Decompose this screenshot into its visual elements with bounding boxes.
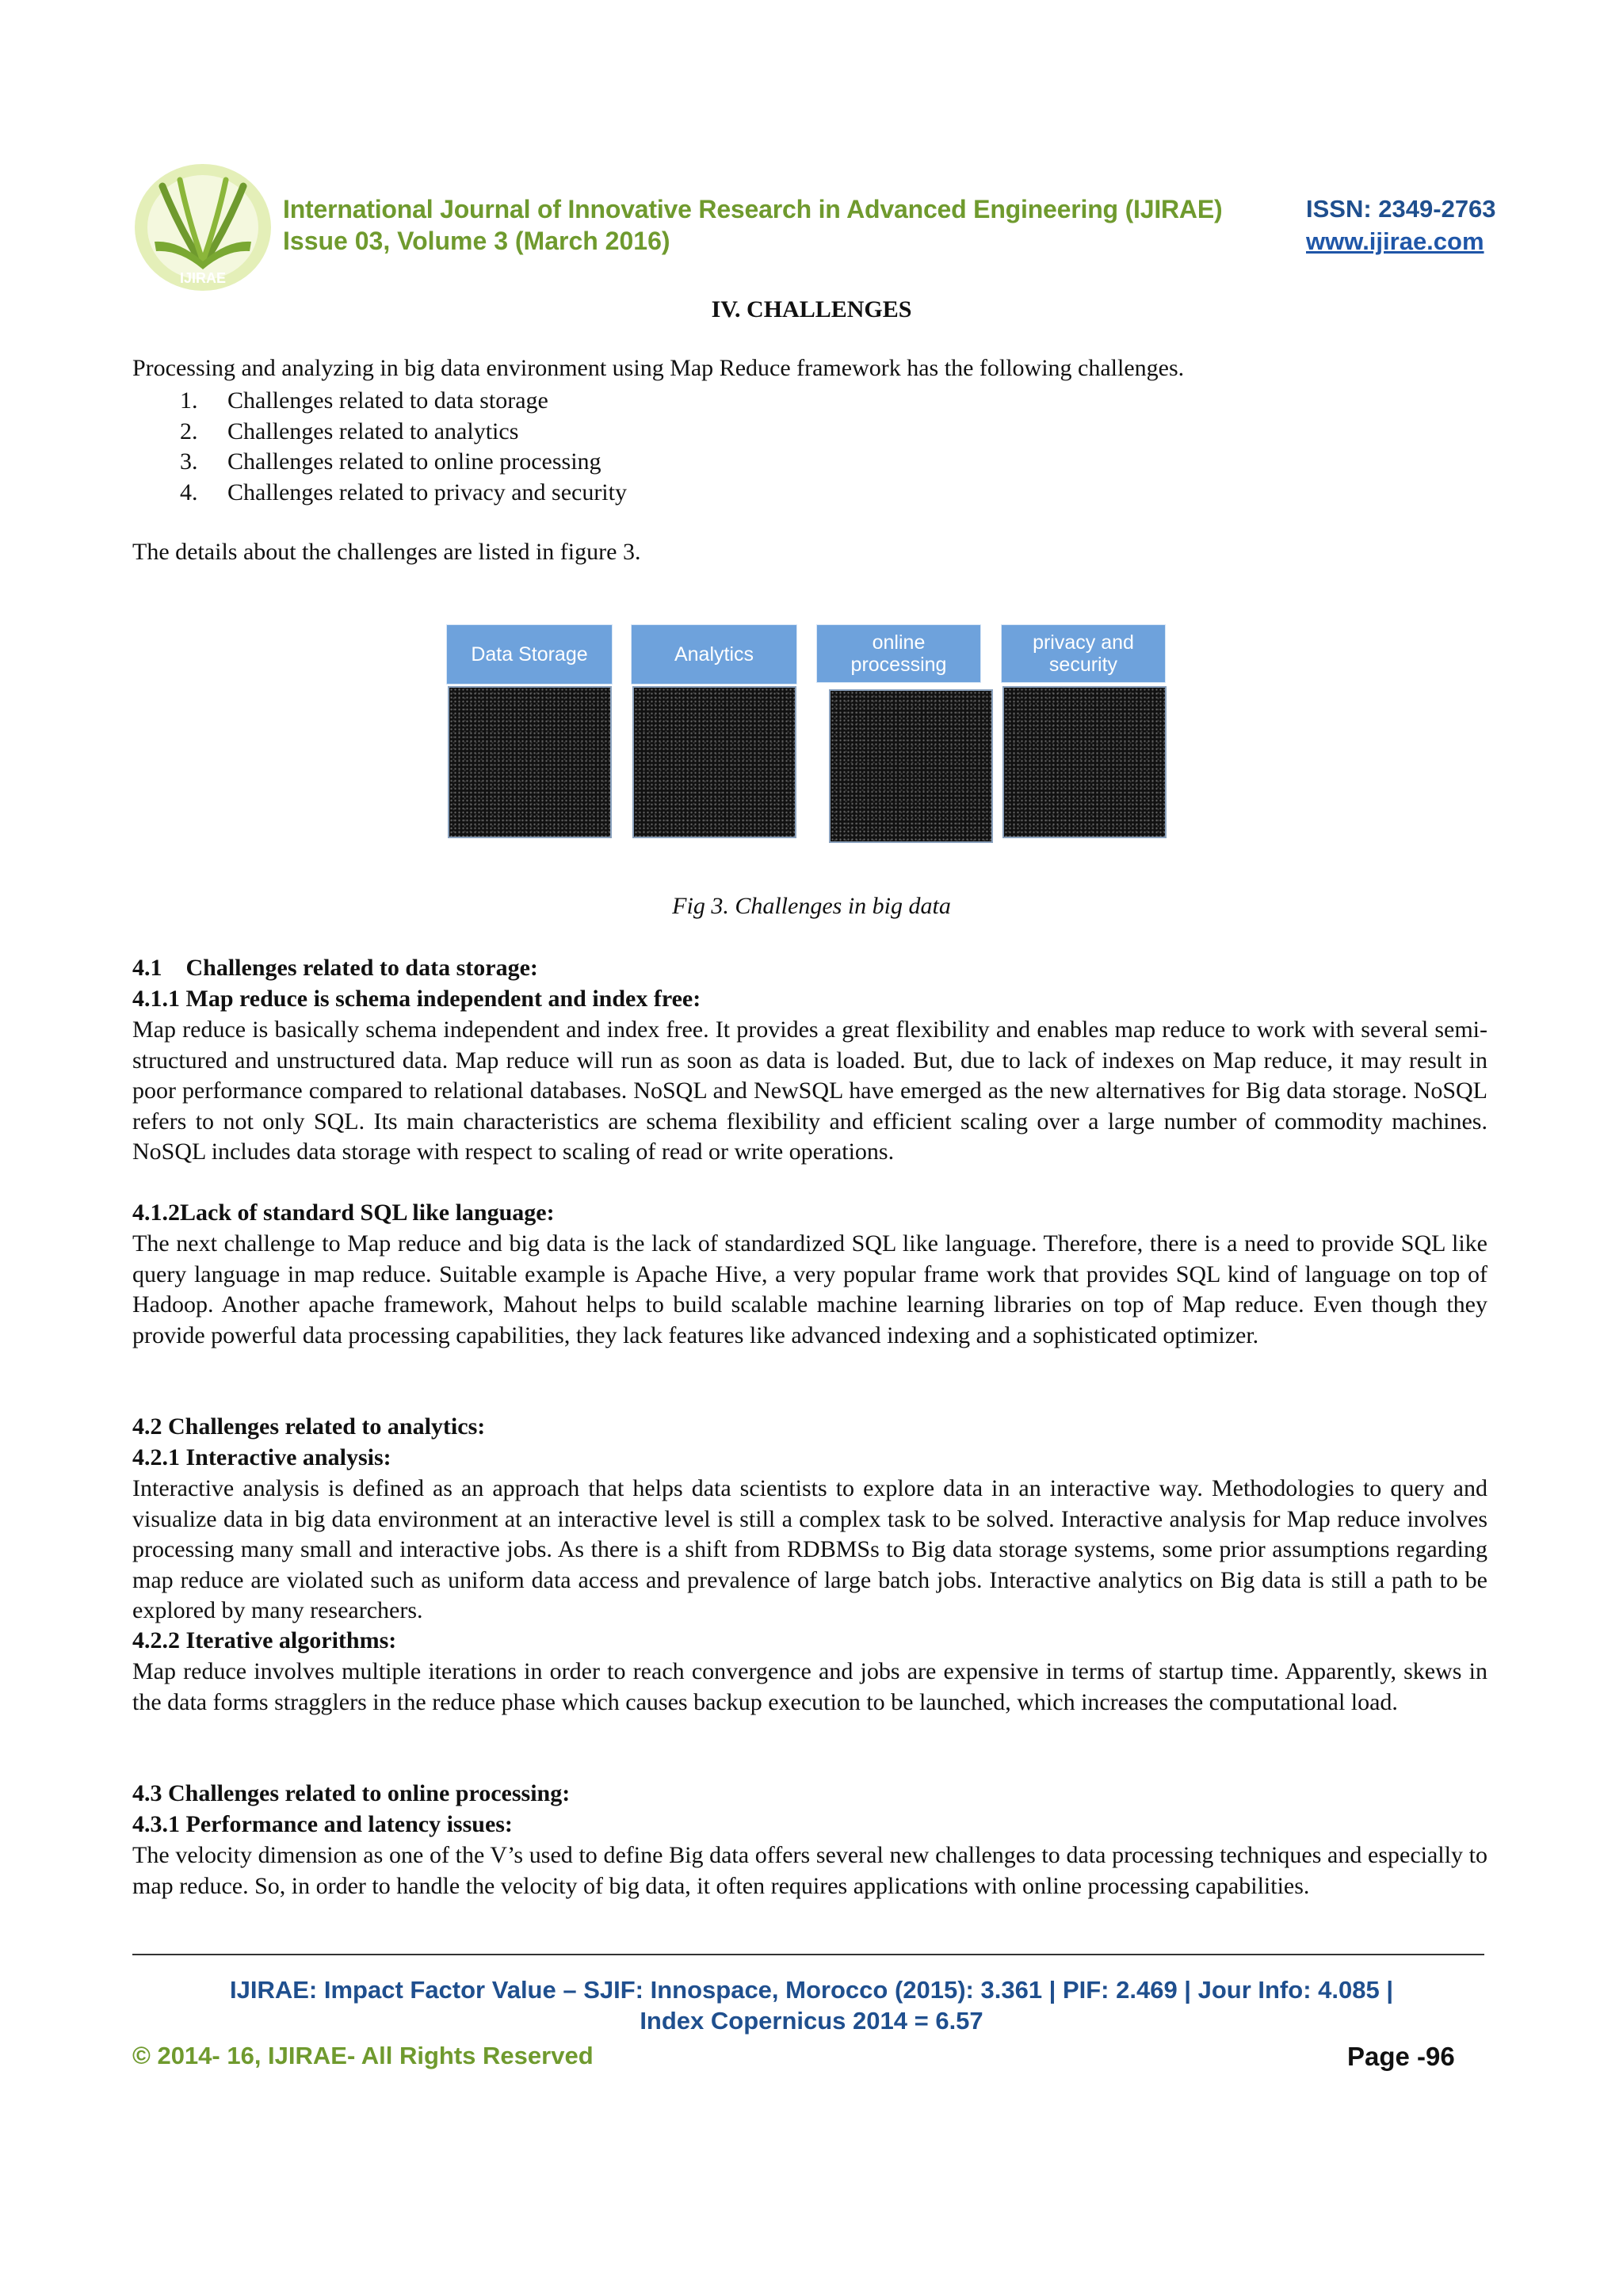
list-number: 2. <box>180 418 198 444</box>
section-4-2-2-heading: 4.2.2 Iterative algorithms: <box>132 1627 397 1653</box>
section-4-2-heading: 4.2 Challenges related to analytics: <box>132 1413 486 1440</box>
list-item <box>132 478 627 509</box>
list-text: Challenges related to data storage <box>227 387 548 414</box>
section-4-1-2-body: The next challenge to Map reduce and big data is the lack of standardized SQL like language. Therefore, there is a need to provide SQL like query language in map reduce. Suitable example is Apache Hive, a very popular frame work that provides SQL kind of language on top of Hadoop. Another apache framework, Mahout helps to build scalable machine learning libraries on top of Map reduce. Even though they provide powerful data processing capabilities, they lack features like advanced indexing and a sophisticated optimizer. <box>132 1230 1487 1348</box>
box-data-storage-header: Data Storage <box>446 624 613 685</box>
section-4-2-1-body: Interactive analysis is defined as an approach that helps data scientists to explore data in an interactive way. Methodologies to query and visualize data in big data environment at an interactive level is still a complex task to be solved. Interactive analysis for Map reduce involves processing many small and interactive jobs. As there is a shift from RDBMSs to Big data storage systems, some prior assumptions regarding map reduce are violated such as uniform data access and prevalence of large batch jobs. Interactive analytics on Big data is still a path to be explored by many researchers. <box>132 1475 1487 1623</box>
section-4-1-title: Challenges related to data storage: <box>185 955 538 981</box>
page-number: Page -96 <box>1347 2042 1455 2071</box>
list-item <box>132 386 627 417</box>
list-number: 1. <box>180 387 198 414</box>
box-privacy-security-body <box>1002 686 1167 838</box>
section-4-2-2-body: Map reduce involves multiple iterations in order to reach convergence and jobs are expensive in terms of startup time. Apparently, skews in the data forms stragglers in the reduce phase which causes backup execution to be launched, which increases the computational load. <box>132 1658 1487 1715</box>
footer-impact-line: IJIRAE: Impact Factor Value – SJIF: Innospace, Morocco (2015): 3.361 | PIF: 2.469 | Jour Info: 4.085 | <box>230 1976 1393 2004</box>
list-number: 3. <box>180 448 198 475</box>
section-4-1-1-heading: 4.1.1 Map reduce is schema independent and index free: <box>132 986 701 1012</box>
issue-info: Issue 03, Volume 3 (March 2016) <box>283 227 670 255</box>
box-online-processing-body <box>829 689 993 843</box>
box-analytics-body <box>632 686 796 838</box>
list-text: Challenges related to privacy and security <box>227 479 627 506</box>
section-4-3-heading: 4.3 Challenges related to online processing: <box>132 1780 571 1806</box>
footer-rule <box>132 1954 1484 1955</box>
box-analytics-header: Analytics <box>631 624 797 685</box>
challenges-list <box>132 386 627 509</box>
ijirae-logo <box>131 162 275 293</box>
website-link[interactable]: www.ijirae.com <box>1306 227 1484 255</box>
box-privacy-security-header: privacy and security <box>1001 624 1166 683</box>
list-item <box>132 417 627 448</box>
logo-text: IJIRAE <box>179 270 227 286</box>
box-data-storage-body <box>448 686 612 838</box>
list-item <box>132 447 627 478</box>
section-4-3-1-heading: 4.3.1 Performance and latency issues: <box>132 1811 513 1837</box>
list-text: Challenges related to online processing <box>227 448 601 475</box>
list-text: Challenges related to analytics <box>227 418 519 444</box>
section-4-1-1-body: Map reduce is basically schema independent and index free. It provides a great flexibility and enables map reduce to work with several semi-structured and unstructured data. Map reduce will run as soon as data is loaded. But, due to lack of indexes on Map reduce, it may result in poor performance compared to relational databases. NoSQL and NewSQL have emerged as the new alternatives for Big data storage. NoSQL refers to not only SQL. Its main characteristics are schema flexibility and efficient scaling over a large number of commodity machines. NoSQL includes data storage with respect to scaling of read or write operations. <box>132 1016 1487 1165</box>
section-4-1-heading <box>132 955 538 982</box>
section-4-1-2-heading: 4.1.2Lack of standard SQL like language: <box>132 1199 555 1226</box>
section-4-3-1-body: The velocity dimension as one of the V’s used to define Big data offers several new challenges to data processing techniques and especially to map reduce. So, in order to handle the velocity of big data, it often requires applications with online processing capabilities. <box>132 1842 1487 1899</box>
section-4-1-number: 4.1 <box>132 955 162 981</box>
section-title: IV. CHALLENGES <box>711 296 912 322</box>
copyright: © 2014- 16, IJIRAE- All Rights Reserved <box>132 2042 594 2069</box>
journal-title: International Journal of Innovative Research in Advanced Engineering (IJIRAE) <box>283 195 1223 223</box>
issn: ISSN: 2349-2763 <box>1306 195 1496 223</box>
details-line: The details about the challenges are listed in figure 3. <box>132 539 641 565</box>
intro-paragraph: Processing and analyzing in big data environment using Map Reduce framework has the following challenges. <box>132 355 1185 381</box>
figure-caption: Fig 3. Challenges in big data <box>672 893 951 919</box>
list-number: 4. <box>180 479 198 506</box>
footer-index-line: Index Copernicus 2014 = 6.57 <box>640 2007 983 2035</box>
box-online-processing-header: online processing <box>816 624 981 683</box>
section-4-2-1-heading: 4.2.1 Interactive analysis: <box>132 1444 391 1470</box>
